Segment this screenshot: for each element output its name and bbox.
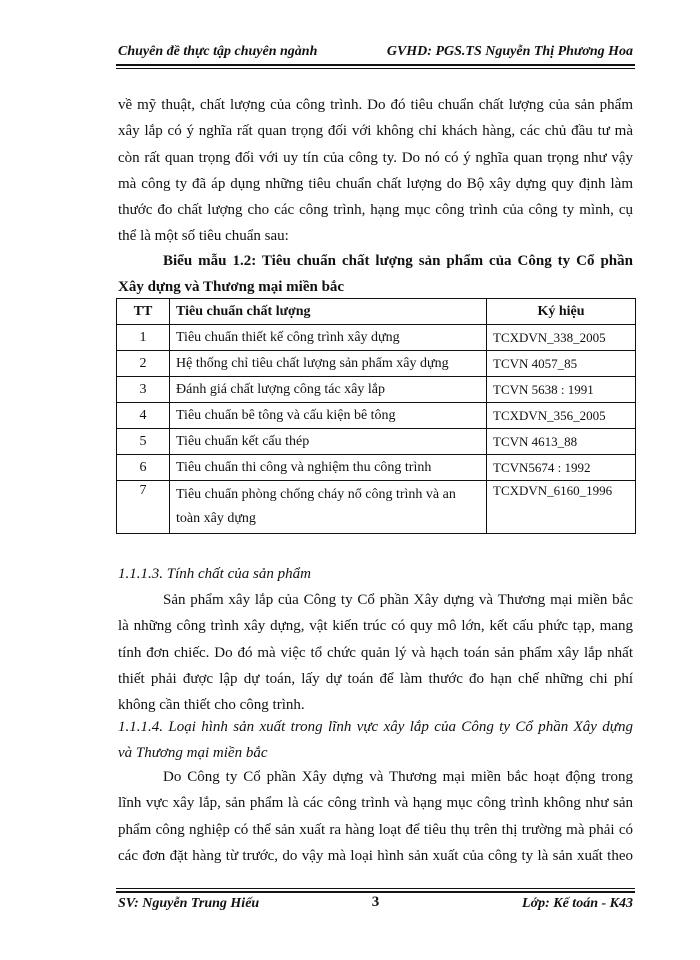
text-line: xây lắp có ý nghĩa rất quan trọng đối với không chỉ khách hàng, các chủ đầu tư mà xyxy=(118,123,633,140)
header-tt: TT xyxy=(117,299,170,325)
text-line: không cần thiết cho công trình. xyxy=(118,697,305,714)
section-heading-1114 xyxy=(118,714,633,767)
header-code: Ký hiệu xyxy=(487,299,636,325)
table-row xyxy=(117,481,636,534)
text-line: còn rất quan trọng đối với uy tín của công ty. Do nó có ý nghĩa quan trọng như vậy xyxy=(118,149,633,166)
cell-tt: 6 xyxy=(117,455,170,481)
cell-code: TCVN5674 : 1992 xyxy=(487,455,636,481)
text-line: Sản phẩm xây lắp của Công ty Cổ phần Xây dựng và Thương mại miền bắc xyxy=(163,592,633,608)
table-title xyxy=(118,248,633,301)
cell-standard: Hệ thống chỉ tiêu chất lượng sản phẩm xây dựng xyxy=(170,351,487,377)
cell-code: TCXDVN_356_2005 xyxy=(487,403,636,429)
table-row xyxy=(117,377,636,403)
cell-standard: Tiêu chuẩn kết cấu thép xyxy=(170,429,487,455)
text-line: lĩnh vực xây lắp, sản phẩm là các công trình và hạng mục công trình không như sản xyxy=(118,795,633,812)
table-title-line: Biểu mẫu 1.2: Tiêu chuẩn chất lượng sản phẩm của Công ty Cổ phần xyxy=(163,253,633,269)
page-number: 3 xyxy=(371,894,380,910)
section-heading-1113: 1.1.1.3. Tính chất của sản phẩm xyxy=(118,566,311,582)
table-title-line: Xây dựng và Thương mại miền bắc xyxy=(118,279,345,296)
text-line: mà công ty đã áp dụng những tiêu chuẩn chất lượng do Bộ xây dựng quy định làm xyxy=(118,175,633,192)
cell-code: TCXDVN_6160_1996 xyxy=(487,481,636,534)
footer-student: SV: Nguyễn Trung Hiếu xyxy=(118,896,260,911)
text-line: là những công trình xây dựng, vật kiến trúc có quy mô lớn, kết cấu phức tạp, mang xyxy=(118,618,633,635)
heading-line: 1.1.1.4. Loại hình sản xuất trong lĩnh vực xây lắp của Công ty Cổ phần Xây dựng xyxy=(118,719,633,735)
footer-class: Lớp: Kế toán - K43 xyxy=(522,896,633,911)
cell-standard: Tiêu chuẩn phòng chống cháy nổ công trình và an toàn xây dựng xyxy=(170,481,487,534)
text-line: các đơn đặt hàng từ trước, do vậy mà loại hình sản xuất của công ty là sản xuất theo xyxy=(118,847,633,864)
cell-code: TCVN 5638 : 1991 xyxy=(487,377,636,403)
text-line: về mỹ thuật, chất lượng của công trình. Do đó tiêu chuẩn chất lượng của sản phẩm xyxy=(118,97,633,113)
cell-code: TCVN 4057_85 xyxy=(487,351,636,377)
cell-tt: 2 xyxy=(117,351,170,377)
header-left-text: Chuyên đề thực tập chuyên ngành xyxy=(118,44,318,59)
table-row xyxy=(117,351,636,377)
header-rule xyxy=(116,64,635,66)
text-line: thể là một số tiêu chuẩn sau: xyxy=(118,228,289,245)
cell-tt: 5 xyxy=(117,429,170,455)
text-line: thiết phải được lập dự toán, lấy dự toán để làm thước đo hạn chế những chi phí xyxy=(118,670,633,687)
paragraph-intro xyxy=(118,92,633,250)
section-1114-body xyxy=(118,764,633,869)
cell-standard: Tiêu chuẩn thi công và nghiệm thu công trình xyxy=(170,455,487,481)
table-row xyxy=(117,455,636,481)
footer-rule xyxy=(116,891,635,893)
footer-rule-thin xyxy=(116,888,635,889)
standards-table xyxy=(116,298,636,534)
cell-tt: 3 xyxy=(117,377,170,403)
header-right-text: GVHD: PGS.TS Nguyễn Thị Phương Hoa xyxy=(386,44,633,59)
table-row xyxy=(117,403,636,429)
page-header xyxy=(118,44,633,60)
table-header-row xyxy=(117,299,636,325)
cell-standard: Tiêu chuẩn bê tông và cấu kiện bê tông xyxy=(170,403,487,429)
header-rule-thin xyxy=(116,68,635,69)
text-line: Do Công ty Cổ phần Xây dựng và Thương mại miền bắc hoạt động trong xyxy=(163,769,633,785)
text-line: tính đơn chiếc. Do đó mà việc tổ chức quản lý và hạch toán sản phẩm xây lắp nhất xyxy=(118,644,633,661)
cell-code: TCXDVN_338_2005 xyxy=(487,325,636,351)
table-row xyxy=(117,429,636,455)
text-line: thước đo chất lượng cho các công trình, hạng mục công trình của công ty mình, cụ xyxy=(118,202,633,219)
cell-standard: Đánh giá chất lượng công tác xây lắp xyxy=(170,377,487,403)
header-standard: Tiêu chuẩn chất lượng xyxy=(170,299,487,325)
cell-code: TCVN 4613_88 xyxy=(487,429,636,455)
table-row xyxy=(117,325,636,351)
cell-tt: 4 xyxy=(117,403,170,429)
section-1113-body xyxy=(118,587,633,718)
cell-tt: 1 xyxy=(117,325,170,351)
text-line: phẩm công nghiệp có thể sản xuất ra hàng loạt để tiêu thụ trên thị trường mà phải có xyxy=(118,821,633,838)
heading-line: và Thương mại miền bắc xyxy=(118,745,268,762)
cell-standard: Tiêu chuẩn thiết kế công trình xây dựng xyxy=(170,325,487,351)
cell-tt: 7 xyxy=(117,481,170,534)
